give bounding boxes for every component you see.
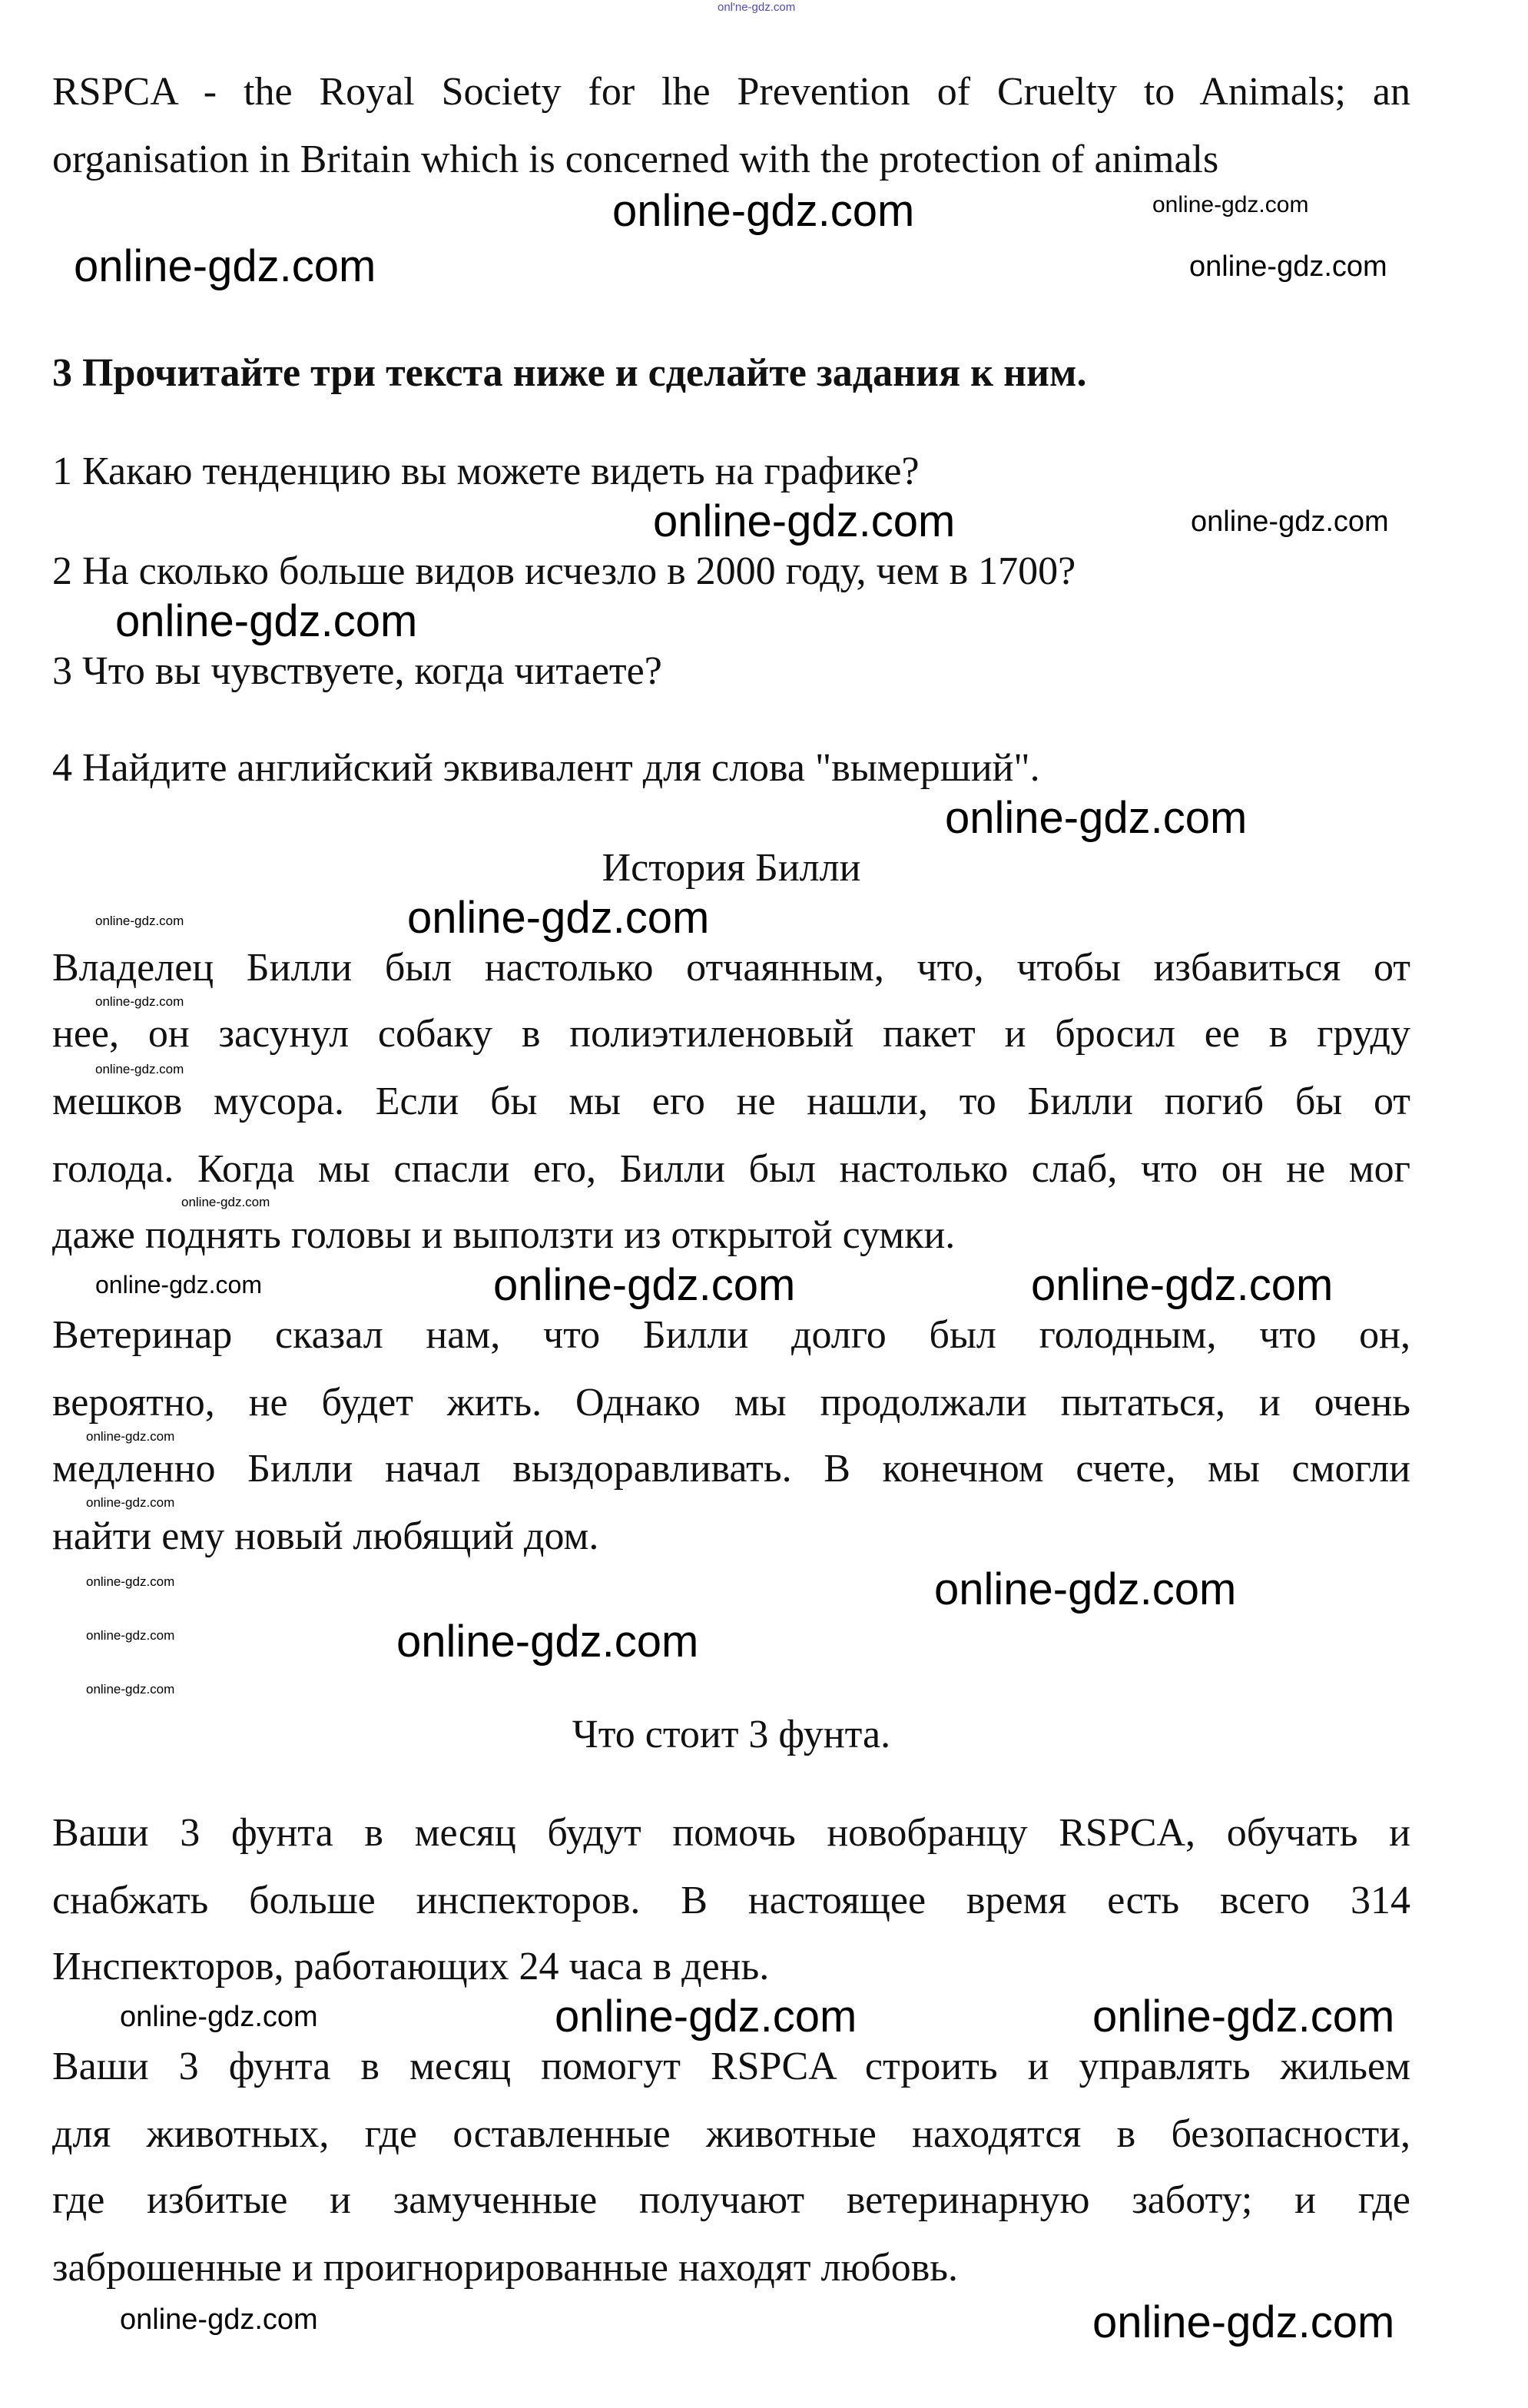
- watermark: online-gdz.com: [95, 1062, 184, 1076]
- story-line: Владелец Билли был настолько отчаянным, что, чтобы избавиться от: [52, 946, 1410, 990]
- story-line: нее, он засунул собаку в полиэтиленовый пакет и бросил ее в груду: [52, 1012, 1410, 1056]
- watermark: online-gdz.com: [120, 2304, 318, 2336]
- question: 3 Что вы чувствуете, когда читаете?: [52, 649, 662, 693]
- watermark: online-gdz.com: [95, 994, 184, 1009]
- watermark: online-gdz.com: [1092, 2297, 1395, 2347]
- watermark: online-gdz.com: [86, 1495, 175, 1510]
- story-line: медленно Билли начал выздоравливать. В конечном счете, мы смогли: [52, 1447, 1410, 1491]
- watermark: online-gdz.com: [74, 241, 376, 291]
- pounds-line: заброшенные и проигнорированные находят любовь.: [52, 2246, 959, 2290]
- watermark: online-gdz.com: [407, 893, 710, 943]
- definition-line: organisation in Britain which is concerned with the protection of animals: [52, 138, 1219, 181]
- watermark: online-gdz.com: [1152, 192, 1309, 217]
- pounds-line: для животных, где оставленные животные находятся в безопасности,: [52, 2112, 1410, 2156]
- watermark: online-gdz.com: [555, 1992, 857, 2041]
- watermark: online-gdz.com: [493, 1260, 796, 1310]
- pounds-line: Ваши 3 фунта в месяц помогут RSPCA строить и управлять жильем: [52, 2045, 1410, 2088]
- watermark: online-gdz.com: [86, 1628, 175, 1643]
- watermark: online-gdz.com: [120, 2001, 318, 2033]
- story-line: вероятно, не будет жить. Однако мы продолжали пытаться, и очень: [52, 1381, 1410, 1425]
- watermark: online-gdz.com: [86, 1574, 175, 1589]
- watermark: online-gdz.com: [115, 596, 418, 646]
- watermark: online-gdz.com: [95, 1271, 262, 1299]
- pounds-title: Что стоит 3 фунта.: [572, 1713, 891, 1756]
- watermark: online-gdz.com: [181, 1195, 270, 1209]
- watermark: online-gdz.com: [1031, 1260, 1334, 1310]
- watermark: online-gdz.com: [1191, 506, 1389, 538]
- question: 4 Найдите английский эквивалент для слова "вымерший".: [52, 746, 1040, 790]
- watermark: online-gdz.com: [612, 186, 915, 236]
- question: 2 На сколько больше видов исчезло в 2000 году, чем в 1700?: [52, 549, 1076, 593]
- watermark: online-gdz.com: [934, 1564, 1237, 1614]
- question: 1 Какаю тенденцию вы можете видеть на графике?: [52, 449, 920, 493]
- story-line: найти ему новый любящий дом.: [52, 1514, 599, 1558]
- watermark: online-gdz.com: [95, 914, 184, 928]
- watermark: online-gdz.com: [945, 793, 1248, 843]
- pounds-line: Ваши 3 фунта в месяц будут помочь новобранцу RSPCA, обучать и: [52, 1811, 1410, 1855]
- watermark: online-gdz.com: [396, 1617, 699, 1667]
- story-line: Ветеринар сказал нам, что Билли долго был голодным, что он,: [52, 1313, 1410, 1357]
- watermark: online-gdz.com: [1189, 250, 1387, 283]
- story-line: даже поднять головы и выползти из открытой сумки.: [52, 1213, 956, 1257]
- pounds-line: снабжать больше инспекторов. В настоящее время есть всего 314: [52, 1879, 1410, 1922]
- task-heading: 3 Прочитайте три текста ниже и сделайте задания к ним.: [52, 351, 1087, 395]
- watermark: online-gdz.com: [86, 1682, 175, 1697]
- watermark: online-gdz.com: [1092, 1992, 1395, 2041]
- definition-line: RSPCA - the Royal Society for lhe Prevention of Cruelty to Animals; an: [52, 70, 1410, 114]
- pounds-line: где избитые и замученные получают ветеринарную заботу; и где: [52, 2178, 1410, 2222]
- watermark: online-gdz.com: [86, 1429, 175, 1444]
- watermark: online-gdz.com: [653, 496, 956, 546]
- pounds-line: Инспекторов, работающих 24 часа в день.: [52, 1945, 770, 1988]
- story-title: История Билли: [602, 846, 861, 890]
- story-line: мешков мусора. Если бы мы его не нашли, то Билли погиб бы от: [52, 1080, 1410, 1123]
- story-line: голода. Когда мы спасли его, Билли был настолько слаб, что он не мог: [52, 1147, 1410, 1191]
- watermark: onl'ne-gdz.com: [718, 1, 796, 14]
